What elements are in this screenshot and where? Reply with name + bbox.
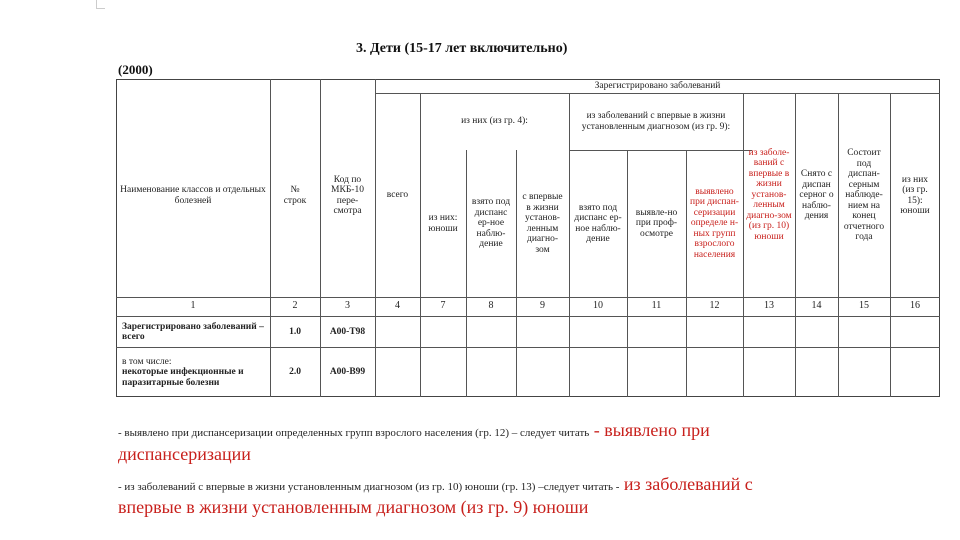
col-number: 11 bbox=[651, 300, 662, 312]
row2-name-cell bbox=[116, 348, 270, 397]
note-1-big: - выявлено при bbox=[589, 420, 710, 440]
header-first-time: из заболеваний с впервые в жизни установленным диагнозом (из гр. 9): bbox=[581, 111, 731, 132]
header-col3: Код по МКБ-10 пере-смотра bbox=[331, 174, 364, 216]
col-number: 16 bbox=[910, 300, 920, 312]
header-col14: Снято с диспан серног о наблю-дения bbox=[799, 169, 834, 222]
note-1-line-1 bbox=[118, 420, 710, 441]
col-number: 14 bbox=[811, 300, 822, 312]
header-col16: из них (из гр. 15): юноши bbox=[900, 174, 930, 216]
header-col13: из заболе-ваний с впервые в жизни установ-ленным диагно-зом (из гр. 10) юноши bbox=[746, 147, 792, 242]
col-number: 15 bbox=[859, 300, 869, 312]
col-number: 12 bbox=[709, 300, 720, 312]
row2-line: 2.0 bbox=[289, 367, 301, 378]
row1-line: 1.0 bbox=[289, 326, 301, 337]
header-col10: взято под диспанс ер-ное наблю-дение bbox=[574, 202, 622, 244]
header-of-them-col4: из них (из гр. 4): bbox=[461, 116, 528, 127]
header-col8: взято под диспанс ер-ное наблю-дение bbox=[471, 197, 511, 250]
col-number: 7 bbox=[440, 300, 446, 312]
row1-code: А00-Т98 bbox=[329, 326, 366, 337]
header-col11: выявле-но при проф-осмотре bbox=[635, 207, 678, 239]
col-number: 8 bbox=[488, 300, 494, 312]
col-number: 3 bbox=[345, 300, 350, 312]
corner-decoration bbox=[96, 0, 105, 9]
header-col7: из них: юноши bbox=[428, 213, 458, 234]
header-col9: с впервые в жизни установ-ленным диагно-зом bbox=[522, 192, 563, 255]
header-col1: Наименование классов и отдельных болезней bbox=[120, 185, 266, 206]
header-col15: Состоит под диспан-серным наблюде-нием на конец отчетного года bbox=[843, 148, 885, 243]
col-number: 4 bbox=[395, 300, 400, 312]
note-2-line-2: впервые в жизни установленным диагнозом (из гр. 9) юноши bbox=[118, 497, 589, 517]
row2-name: некоторые инфекционные и паразитарные болезни bbox=[122, 367, 244, 388]
row1-name: Зарегистрировано заболеваний – всего bbox=[122, 321, 264, 342]
col-number: 2 bbox=[292, 300, 298, 312]
note-2-line-1 bbox=[118, 474, 753, 495]
header-col4: всего bbox=[386, 190, 409, 201]
row2-code: А00-В99 bbox=[329, 367, 366, 378]
page-title: 3. Дети (15-17 лет включительно) bbox=[356, 41, 568, 56]
header-col12: выявлено при диспан-серизации определе н-ных групп взрослого населения bbox=[690, 186, 739, 260]
col-number: 13 bbox=[764, 300, 774, 312]
row2-name-prefix: в том числе: bbox=[122, 356, 172, 367]
col-number: 1 bbox=[190, 300, 196, 312]
note-1-small: - выявлено при диспансеризации определенных групп взрослого населения (гр. 12) – следует читать bbox=[118, 427, 590, 439]
note-2-big: из заболеваний с bbox=[619, 474, 753, 494]
header-col2: № строк bbox=[283, 185, 307, 206]
col-number: 9 bbox=[540, 300, 545, 312]
header-registered: Зарегистрировано заболеваний bbox=[594, 80, 721, 91]
year-label: (2000) bbox=[118, 62, 153, 77]
col-number: 10 bbox=[593, 300, 603, 312]
note-2-small: - из заболеваний с впервые в жизни установленным диагнозом (из гр. 10) юноши (гр. 13) –следует читать - bbox=[118, 481, 620, 493]
note-1-line-2: диспансеризации bbox=[118, 444, 251, 464]
